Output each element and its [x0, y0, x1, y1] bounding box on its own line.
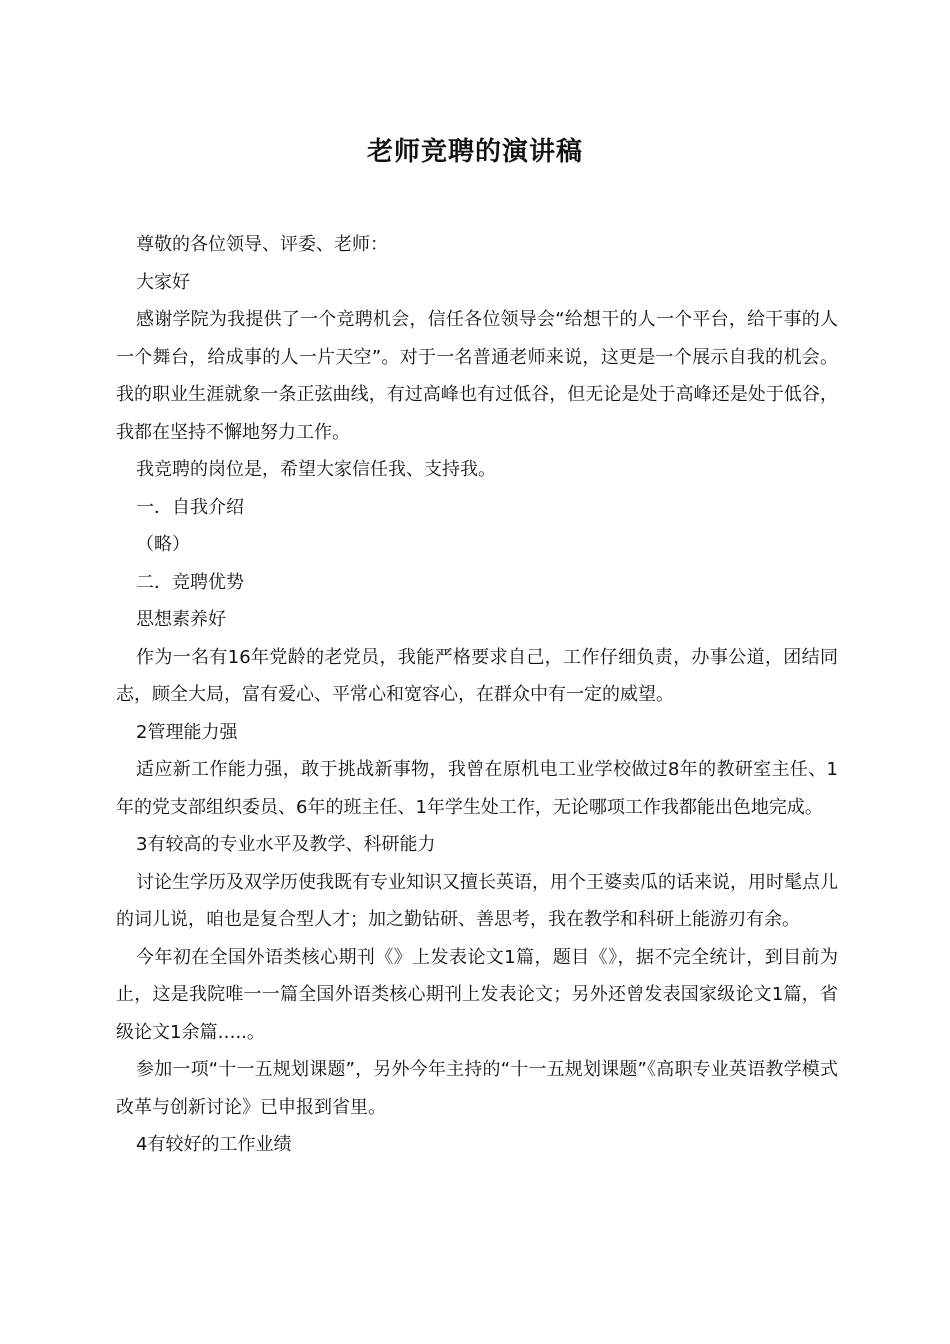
salutation: 尊敬的各位领导、评委、老师：	[136, 234, 388, 255]
paragraph: 作为一名有16年党龄的老党员，我能严格要求自己，工作仔细负责，办事公道，团结同志，顾全大局，富有爱心、平常心和宽容心，在群众中有一定的威望。	[116, 646, 838, 705]
section-heading: 一．自我介绍	[136, 496, 244, 518]
section-heading: 二．竞聘优势	[136, 571, 244, 593]
subheading: 2管理能力强	[136, 721, 238, 743]
paragraph: （略）	[136, 534, 190, 555]
paragraph: 适应新工作能力强，敢于挑战新事物，我曾在原机电工业学校做过8年的教研室主任、1年的党支部组织委员、6年的班主任、1年学生处工作，无论哪项工作我都能出色地完成。	[116, 759, 838, 818]
subheading: 3有较高的专业水平及教学、科研能力	[136, 834, 436, 855]
page-title: 老师竞聘的演讲稿	[366, 137, 583, 167]
paragraph: 参加一项“十一五规划课题”，另外今年主持的“十一五规划课题”《高职专业英语教学模式改革与创新讨论》已申报到省里。	[116, 1059, 838, 1118]
paragraph: 今年初在全国外语类核心期刊《》上发表论文1篇，题目《》，据不完全统计，到目前为止，这是我院唯一一篇全国外语类核心期刊上发表论文；另外还曾发表国家级论文1篇，省级论文1余篇…..。	[116, 946, 838, 1043]
paragraph: 我竞聘的岗位是，希望大家信任我、支持我。	[136, 459, 496, 480]
subheading: 4有较好的工作业绩	[136, 1134, 292, 1155]
paragraph: 讨论生学历及双学历使我既有专业知识又擅长英语，用个王婆卖瓜的话来说，用时髦点儿的词儿说，咱也是复合型人才；加之勤钻研、善思考，我在教学和科研上能游刃有余。	[116, 871, 838, 930]
paragraph: 感谢学院为我提供了一个竞聘机会，信任各位领导会“给想干的人一个平台，给干事的人一个舞台，给成事的人一片天空”。对于一名普通老师来说，这更是一个展示自我的机会。我的职业生涯就象一条正弦曲线，有过高峰也有过低谷，但无论是处于高峰还是处于低谷，我都在坚持不懈地努力工作。	[116, 309, 838, 443]
subheading: 思想素养好	[136, 609, 226, 630]
document-body	[116, 226, 838, 1164]
greeting: 大家好	[136, 271, 190, 293]
